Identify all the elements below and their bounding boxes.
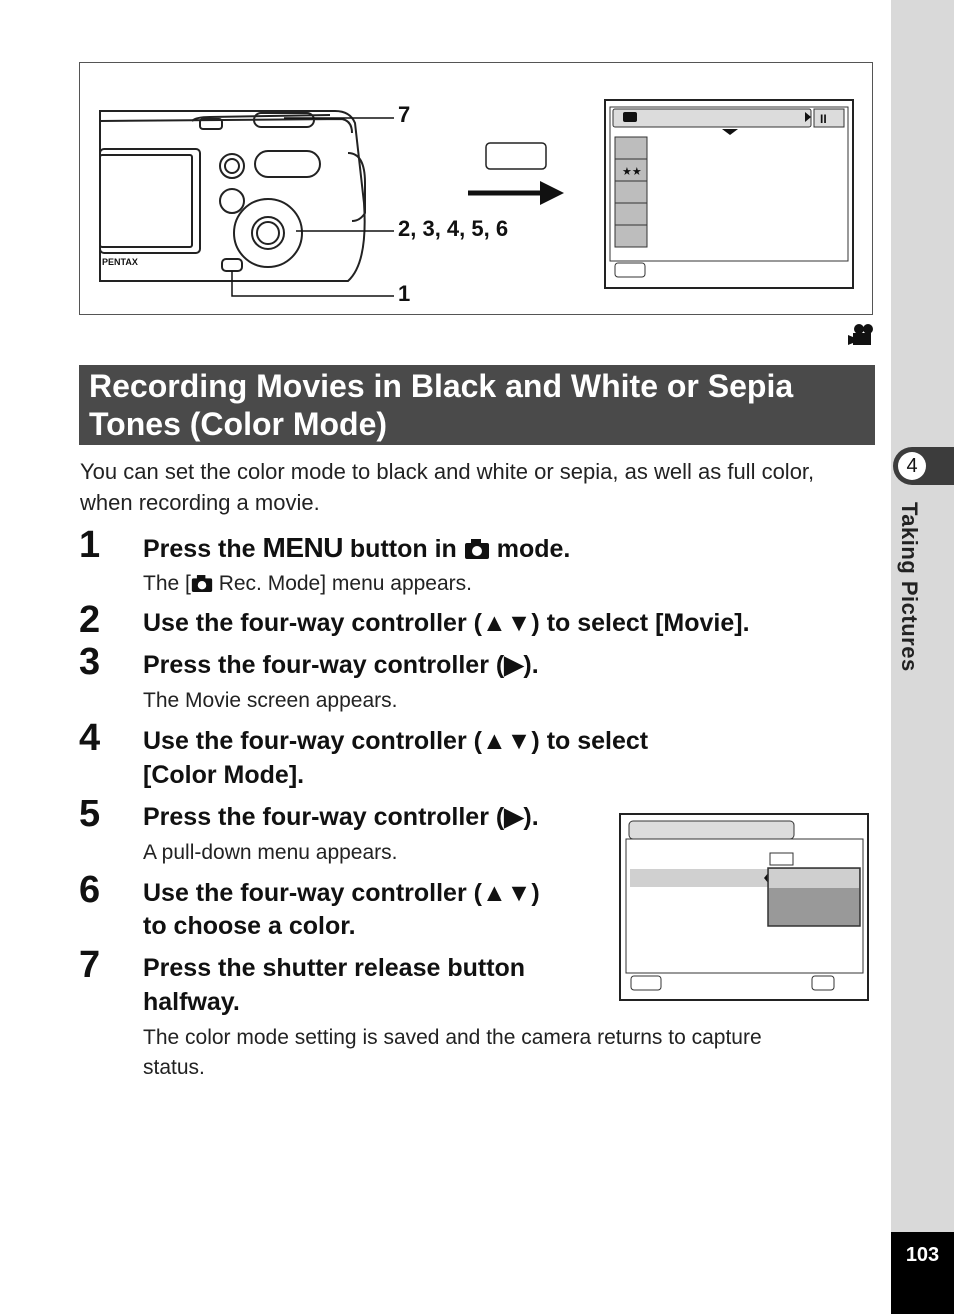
camera-icon [191,574,213,593]
chapter-number: 4 [898,452,926,480]
menu-button-illustration [486,143,546,169]
page-number: 103 [905,1244,940,1266]
camera-body-illustration [100,111,365,281]
step-3-text: Press the four-way controller (▶). [143,651,539,679]
camera-icon [464,538,490,560]
svg-text:★★: ★★ [622,166,642,178]
intro-paragraph: You can set the color mode to black and white or sepia, as well as full color, when recording a movie. [80,459,815,515]
camera-icon [623,112,637,122]
step-5-text: Press the four-way controller (▶). [143,803,539,831]
lcd-color-mode-screen [619,813,869,1001]
step-1-number: 1 [79,524,101,566]
step-4-line2: [Color Mode]. [143,761,305,789]
callout-leaders [232,118,394,296]
camera-brand: PENTAX [102,257,138,267]
chapter-badge [893,447,954,485]
step-4-number: 4 [79,717,101,759]
step-7-line2: halfway. [143,988,240,1016]
chapter-title: Taking Pictures [897,502,922,672]
step-3-number: 3 [79,641,101,683]
callout-2-6: 2, 3, 4, 5, 6 [398,216,509,241]
step-1-text: Press the MENU button in mode. [143,532,571,563]
step-5-note: A pull-down menu appears. [143,841,398,864]
lcd-rec-mode-screen [605,100,853,288]
step-6-line1: Use the four-way controller (▲▼) [143,879,540,907]
step-7-note-line2: status. [143,1056,205,1079]
step-5-number: 5 [79,793,101,835]
menu-button-label: MENU [262,532,343,563]
step-7-number: 7 [79,944,101,986]
step-4-line1: Use the four-way controller (▲▼) to select [143,727,649,755]
svg-text:ӀӀ: ӀӀ [820,112,827,126]
step-3-note: The Movie screen appears. [143,689,398,712]
movie-mode-icon [846,323,874,347]
step-7-note-line1: The color mode setting is saved and the camera returns to capture [143,1026,762,1049]
step-2-text: Use the four-way controller (▲▼) to select [Movie]. [143,609,750,637]
section-title-bar [79,365,875,445]
step-6-line2: to choose a color. [143,912,356,940]
arrow-head-icon [540,181,564,205]
callout-7: 7 [398,102,411,127]
step-1-note: The [ Rec. Mode] menu appears. [143,572,472,595]
step-6-number: 6 [79,869,101,911]
camera-diagram [80,63,872,314]
section-title: Recording Movies in Black and White or Sepia Tones (Color Mode) [89,368,794,442]
step-7-line1: Press the shutter release button [143,954,526,982]
step-2-number: 2 [79,599,101,641]
callout-1: 1 [398,281,411,306]
page-number-box [891,1232,954,1314]
